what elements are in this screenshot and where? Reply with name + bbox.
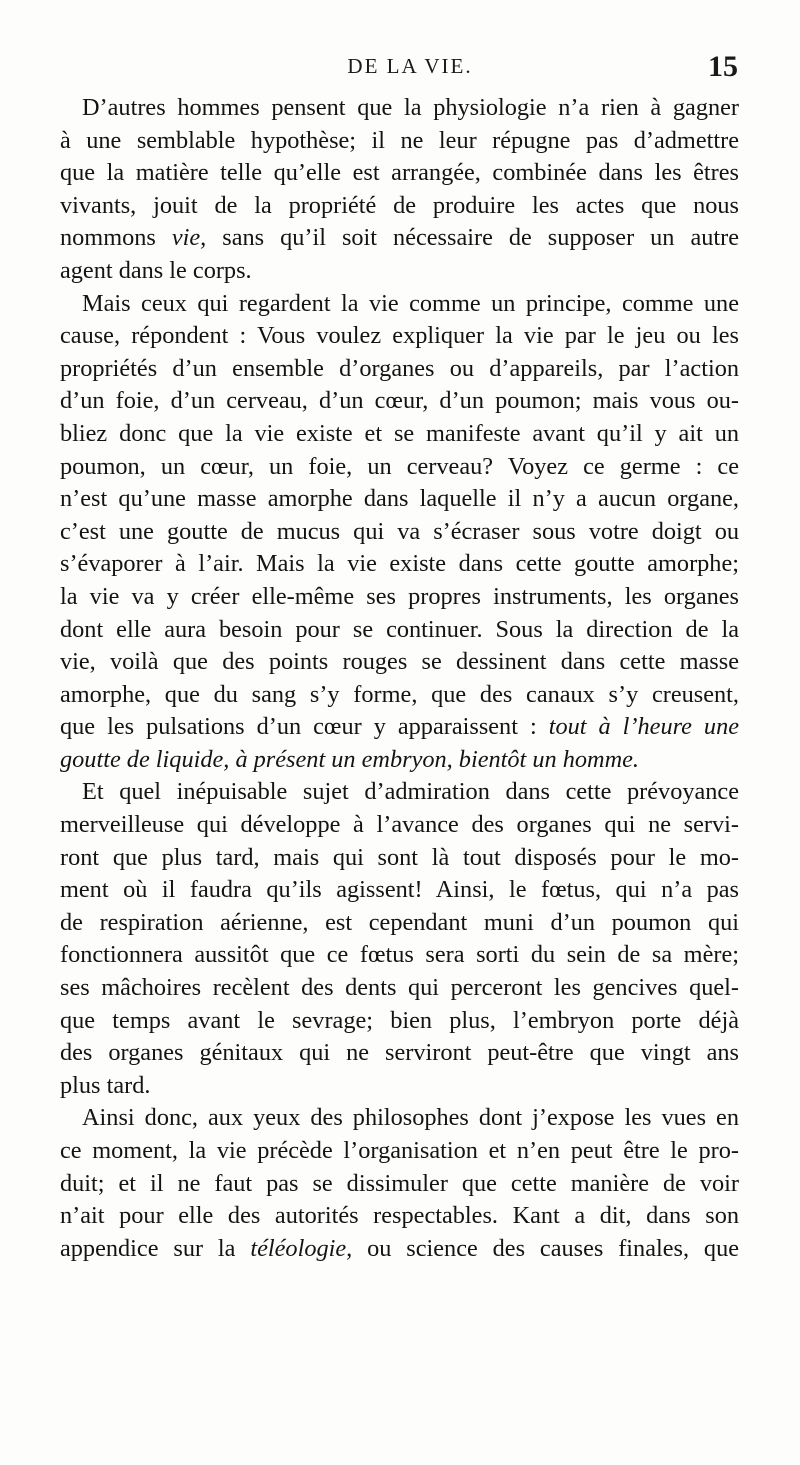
text-line bbox=[60, 353, 739, 386]
text-run: D’autres hommes pensent que la physiologie n’a rien à gagner bbox=[82, 94, 739, 121]
text-run: que les pulsations d’un cœur y apparaissent : bbox=[60, 713, 549, 741]
text-line bbox=[60, 1070, 739, 1103]
text-line bbox=[60, 418, 739, 451]
text-line bbox=[60, 1102, 739, 1135]
text-line bbox=[60, 1005, 739, 1038]
text-line bbox=[60, 92, 739, 125]
text-line bbox=[60, 972, 739, 1005]
text-run: Ainsi donc, aux yeux des philosophes dont j’expose les vues en bbox=[82, 1104, 739, 1132]
text-line bbox=[60, 939, 739, 972]
text-line bbox=[60, 288, 739, 321]
text-line bbox=[60, 646, 739, 679]
text-line bbox=[60, 1135, 739, 1168]
text-run: de respiration aérienne, est cependant muni d’un poumon qui bbox=[60, 908, 739, 936]
text-line bbox=[60, 157, 739, 190]
text-line bbox=[60, 874, 739, 907]
text-run: ront que plus tard, mais qui sont là tout disposés pour le mo- bbox=[60, 843, 739, 871]
text-line bbox=[60, 679, 739, 712]
text-line bbox=[60, 581, 739, 614]
text-run: Et quel inépuisable sujet d’admiration dans cette prévoyance bbox=[82, 778, 739, 806]
running-head bbox=[60, 50, 760, 90]
italic-text: téléologie, bbox=[250, 1234, 353, 1262]
text-line bbox=[60, 548, 739, 581]
text-run: à une semblable hypothèse; il ne leur répugne pas d’admettre bbox=[60, 126, 739, 154]
text-run: fonctionnera aussitôt que ce fœtus sera sorti du sein de sa mère; bbox=[60, 941, 739, 969]
text-run: que la matière telle qu’elle est arrangée, combinée dans les êtres bbox=[60, 159, 739, 187]
text-run: propriétés d’un ensemble d’organes ou d’appareils, par l’action bbox=[60, 354, 739, 382]
text-run: plus tard. bbox=[60, 1071, 151, 1099]
text-line bbox=[60, 1168, 739, 1201]
body-text bbox=[60, 92, 739, 1265]
text-run: Mais ceux qui regardent la vie comme un principe, comme une bbox=[82, 289, 739, 317]
text-line bbox=[60, 711, 739, 744]
text-line bbox=[60, 1037, 739, 1070]
text-line bbox=[60, 255, 739, 288]
text-run: vivants, jouit de la propriété de produire les actes que nous bbox=[60, 191, 739, 219]
text-line bbox=[60, 451, 739, 484]
text-run: des organes génitaux qui ne serviront peut-être que vingt ans bbox=[60, 1039, 739, 1067]
text-line bbox=[60, 222, 739, 255]
italic-text: goutte de liquide, à présent un embryon, bientôt un homme. bbox=[60, 745, 639, 773]
text-run: que temps avant le sevrage; bien plus, l’embryon porte déjà bbox=[60, 1006, 739, 1034]
text-line bbox=[60, 907, 739, 940]
text-run: n’ait pour elle des autorités respectables. Kant a dit, dans son bbox=[60, 1202, 739, 1230]
text-line bbox=[60, 1200, 739, 1233]
text-run: n’est qu’une masse amorphe dans laquelle il n’y a aucun organe, bbox=[60, 485, 739, 513]
text-line bbox=[60, 385, 739, 418]
text-line bbox=[60, 125, 739, 158]
text-line bbox=[60, 842, 739, 875]
italic-text: tout à l’heure une bbox=[548, 713, 740, 741]
paragraph bbox=[60, 288, 739, 777]
text-run: nommons bbox=[60, 224, 172, 252]
text-run: d’un foie, d’un cerveau, d’un cœur, d’un poumon; mais vous ou- bbox=[60, 387, 739, 415]
text-run: ses mâchoires recèlent des dents qui perceront les gencives quel- bbox=[60, 974, 739, 1002]
text-run: bliez donc que la vie existe et se manifeste avant qu’il y ait un bbox=[60, 419, 739, 447]
page-number: 15 bbox=[708, 50, 738, 83]
text-line bbox=[60, 744, 739, 777]
paragraph bbox=[60, 1102, 739, 1265]
text-run: appendice sur la bbox=[60, 1234, 251, 1262]
text-run: ou science des causes finales, que bbox=[352, 1234, 740, 1262]
text-line bbox=[60, 516, 739, 549]
text-run: s’évaporer à l’air. Mais la vie existe dans cette goutte amorphe; bbox=[60, 550, 739, 578]
text-run: ment où il faudra qu’ils agissent! Ainsi, le fœtus, qui n’a pas bbox=[60, 876, 739, 904]
text-run: dont elle aura besoin pour se continuer. Sous la direction de la bbox=[60, 615, 739, 643]
text-run: cause, répondent : Vous voulez expliquer la vie par le jeu ou les bbox=[60, 322, 739, 350]
text-run: merveilleuse qui développe à l’avance des organes qui ne servi- bbox=[60, 811, 739, 839]
text-run: ce moment, la vie précède l’organisation et n’en peut être le pro- bbox=[60, 1137, 739, 1164]
text-run: c’est une goutte de mucus qui va s’écraser sous votre doigt ou bbox=[60, 517, 739, 545]
text-line bbox=[60, 190, 739, 223]
text-line bbox=[60, 1233, 739, 1266]
text-run: sans qu’il soit nécessaire de supposer un autre bbox=[206, 224, 740, 252]
text-line bbox=[60, 320, 739, 353]
text-run: amorphe, que du sang s’y forme, que des canaux s’y creusent, bbox=[60, 680, 739, 708]
text-run: poumon, un cœur, un foie, un cerveau? Voyez ce germe : ce bbox=[60, 452, 739, 480]
text-run: agent dans le corps. bbox=[60, 256, 252, 284]
text-run: duit; et il ne faut pas se dissimuler que cette manière de voir bbox=[60, 1169, 739, 1197]
paragraph bbox=[60, 92, 739, 288]
text-line bbox=[60, 809, 739, 842]
text-line bbox=[60, 483, 739, 516]
text-run: la vie va y créer elle-même ses propres instruments, les organes bbox=[60, 582, 739, 610]
running-head-title: DE LA VIE. bbox=[347, 54, 473, 78]
paragraph bbox=[60, 776, 739, 1102]
text-line bbox=[60, 776, 739, 809]
text-run: vie, voilà que des points rouges se dessinent dans cette masse bbox=[60, 648, 739, 676]
italic-text: vie, bbox=[171, 224, 207, 252]
text-line bbox=[60, 614, 739, 647]
